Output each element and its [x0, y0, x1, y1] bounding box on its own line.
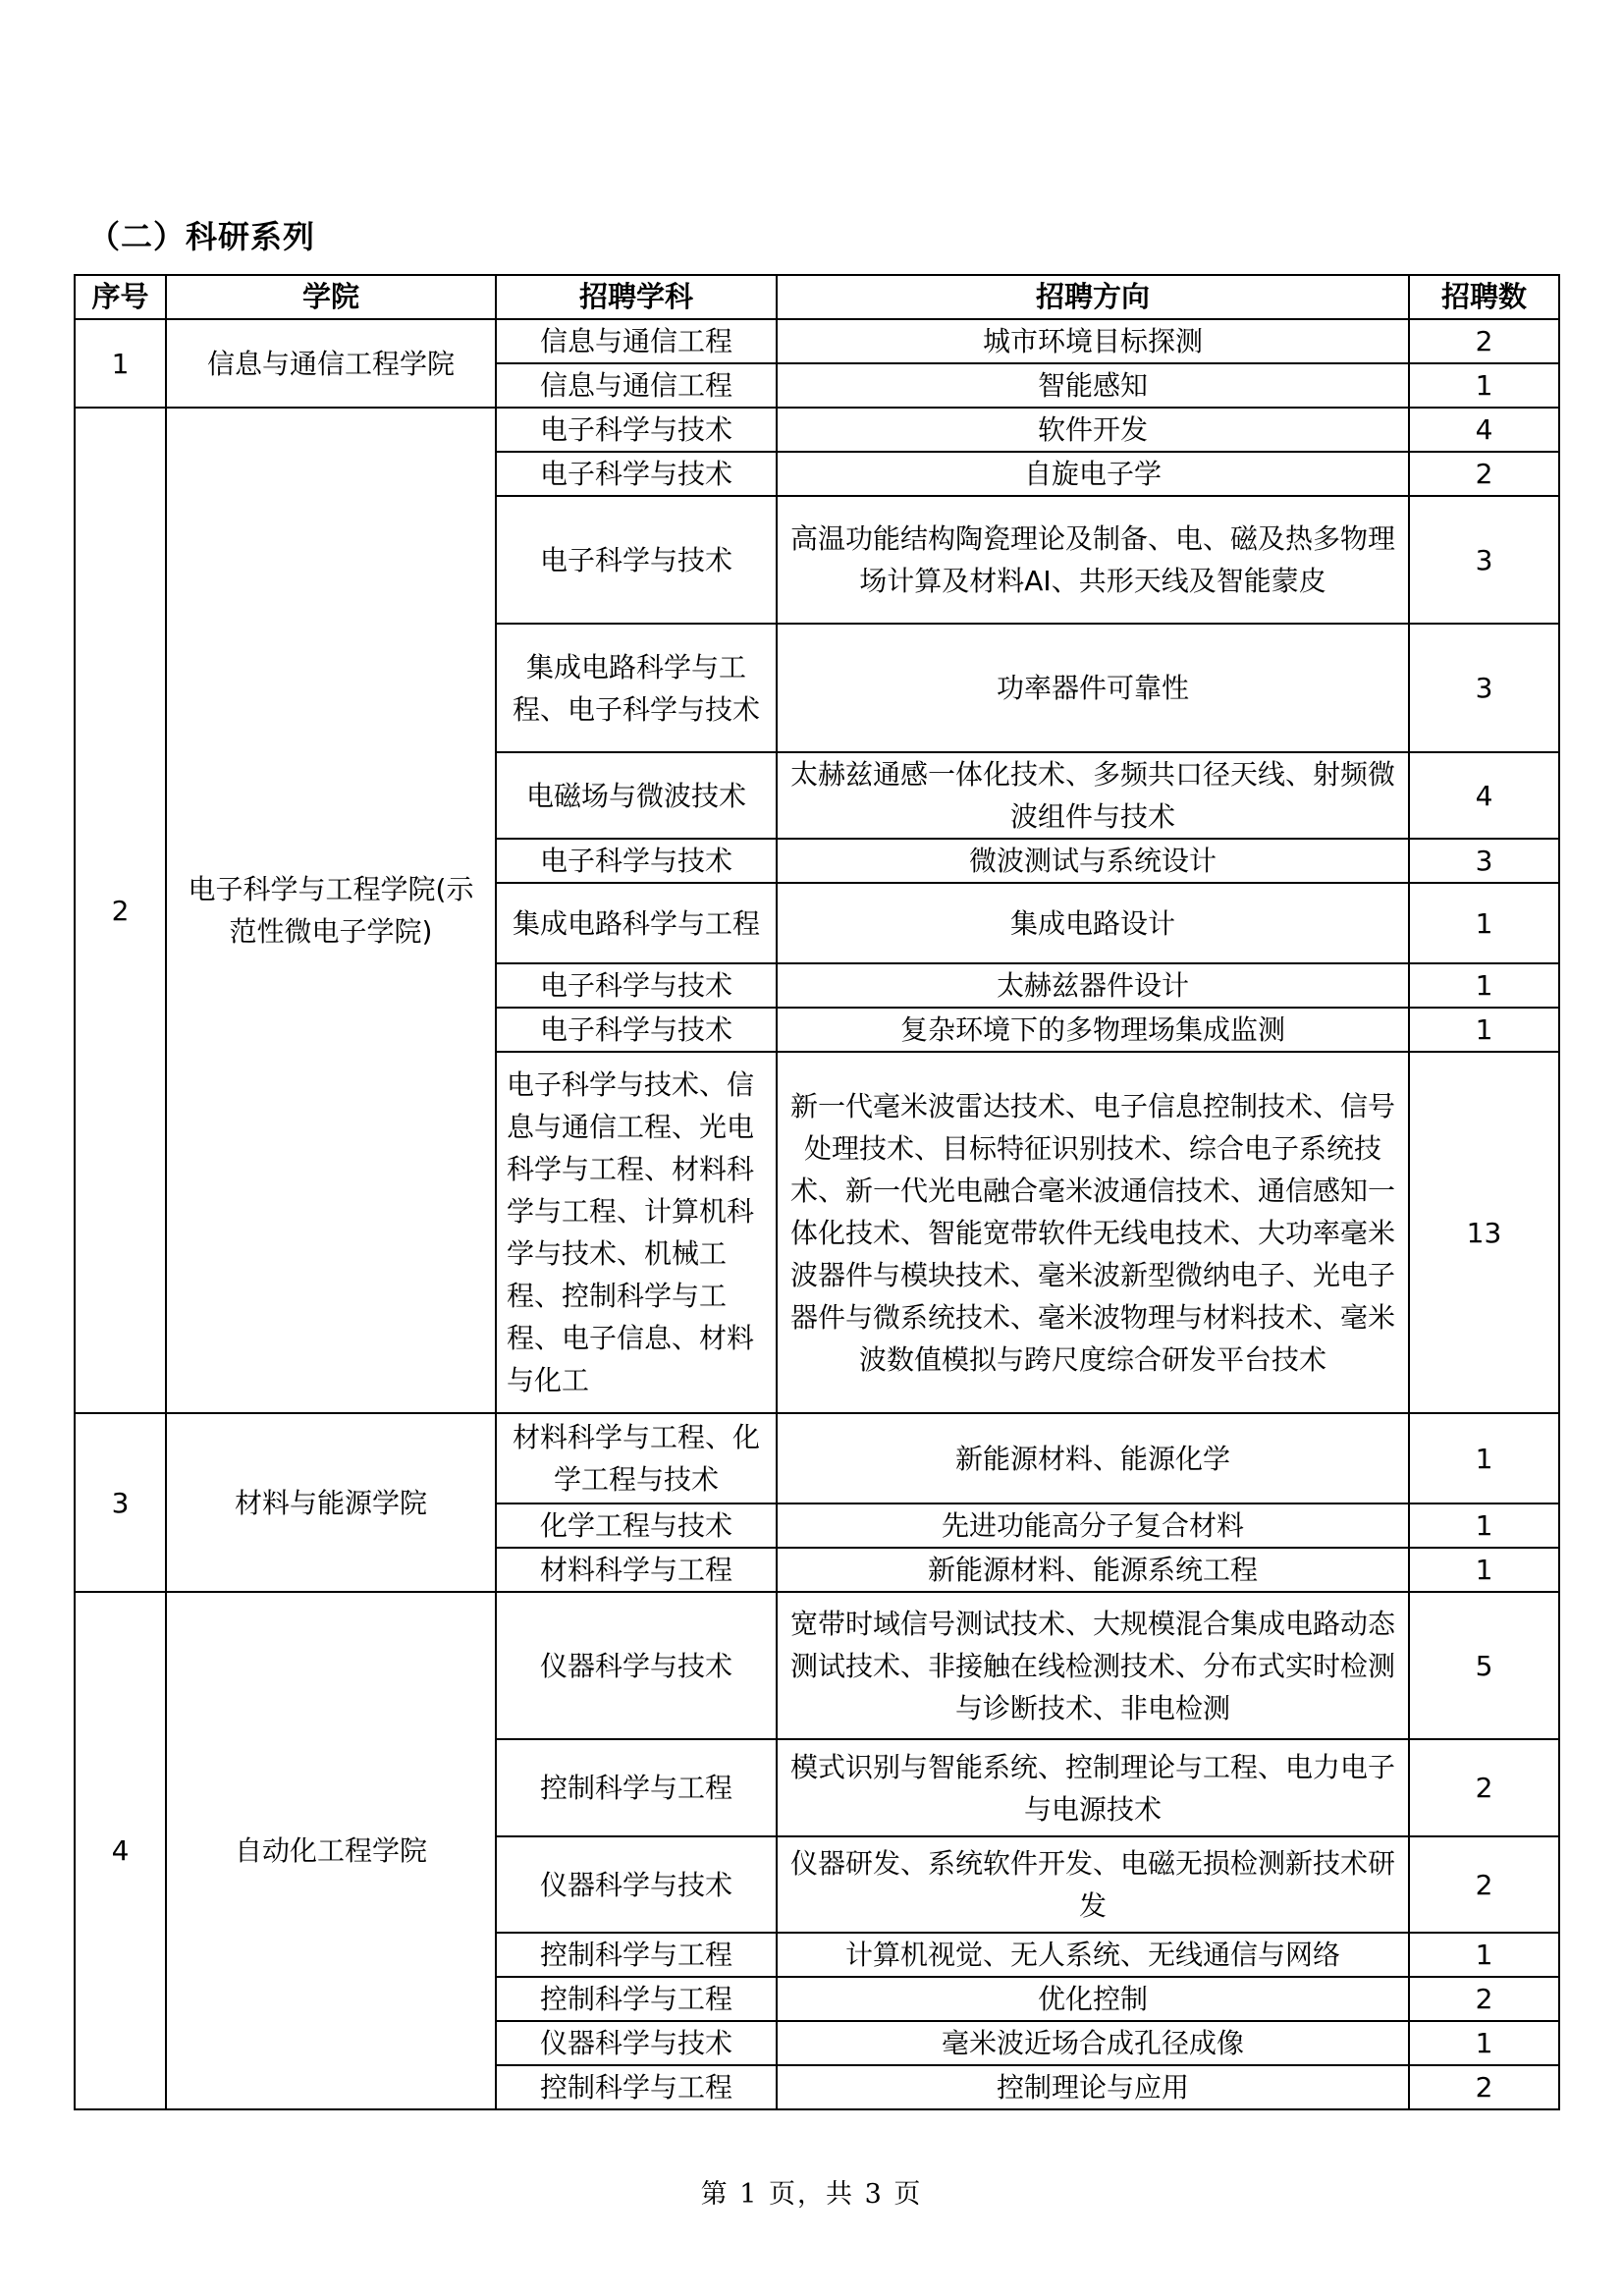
count-cell: 2 [1409, 1977, 1559, 2021]
row-number: 1 [75, 319, 166, 408]
subject-cell: 信息与通信工程 [496, 319, 777, 363]
count-cell: 4 [1409, 408, 1559, 452]
college-name: 材料与能源学院 [166, 1413, 496, 1592]
college-name: 电子科学与工程学院(示范性微电子学院) [166, 408, 496, 1413]
count-cell: 1 [1409, 1008, 1559, 1052]
count-cell: 1 [1409, 1548, 1559, 1592]
count-cell: 1 [1409, 1503, 1559, 1548]
count-cell: 3 [1409, 839, 1559, 883]
count-cell: 2 [1409, 452, 1559, 496]
count-cell: 1 [1409, 963, 1559, 1008]
subject-cell: 控制科学与工程 [496, 1739, 777, 1836]
table-row [75, 319, 1559, 363]
page-footer: 第 1 页，共 3 页 [700, 2179, 923, 2210]
count-cell: 2 [1409, 1836, 1559, 1933]
direction-cell: 太赫兹器件设计 [777, 963, 1409, 1008]
subject-cell: 电子科学与技术 [496, 1008, 777, 1052]
subject-cell: 仪器科学与技术 [496, 2021, 777, 2065]
college-name: 信息与通信工程学院 [166, 319, 496, 408]
section-title: （二）科研系列 [88, 218, 316, 255]
direction-cell: 仪器研发、系统软件开发、电磁无损检测新技术研发 [777, 1836, 1409, 1933]
subject-cell: 电子科学与技术 [496, 963, 777, 1008]
subject-cell: 电子科学与技术 [496, 496, 777, 624]
subject-cell: 电子科学与技术 [496, 839, 777, 883]
header-subject: 招聘学科 [496, 275, 777, 319]
direction-cell: 计算机视觉、无人系统、无线通信与网络 [777, 1933, 1409, 1977]
row-number: 3 [75, 1413, 166, 1592]
direction-cell: 智能感知 [777, 363, 1409, 408]
count-cell: 3 [1409, 496, 1559, 624]
count-cell: 2 [1409, 2065, 1559, 2109]
direction-cell: 自旋电子学 [777, 452, 1409, 496]
count-cell: 4 [1409, 752, 1559, 839]
row-number: 4 [75, 1592, 166, 2109]
direction-cell: 太赫兹通感一体化技术、多频共口径天线、射频微波组件与技术 [777, 752, 1409, 839]
subject-cell: 电子科学与技术 [496, 408, 777, 452]
count-cell: 1 [1409, 2021, 1559, 2065]
row-number: 2 [75, 408, 166, 1413]
direction-cell: 微波测试与系统设计 [777, 839, 1409, 883]
subject-cell: 仪器科学与技术 [496, 1592, 777, 1739]
header-direction: 招聘方向 [777, 275, 1409, 319]
subject-cell: 集成电路科学与工程、电子科学与技术 [496, 624, 777, 752]
subject-cell: 控制科学与工程 [496, 2065, 777, 2109]
direction-cell: 毫米波近场合成孔径成像 [777, 2021, 1409, 2065]
subject-cell: 集成电路科学与工程 [496, 883, 777, 963]
count-cell: 3 [1409, 624, 1559, 752]
direction-cell: 城市环境目标探测 [777, 319, 1409, 363]
table-row [75, 1413, 1559, 1503]
direction-cell: 新能源材料、能源化学 [777, 1413, 1409, 1503]
direction-cell: 模式识别与智能系统、控制理论与工程、电力电子与电源技术 [777, 1739, 1409, 1836]
subject-cell: 化学工程与技术 [496, 1503, 777, 1548]
direction-cell: 优化控制 [777, 1977, 1409, 2021]
direction-cell: 宽带时域信号测试技术、大规模混合集成电路动态测试技术、非接触在线检测技术、分布式实时检测与诊断技术、非电检测 [777, 1592, 1409, 1739]
direction-cell: 新能源材料、能源系统工程 [777, 1548, 1409, 1592]
subject-cell: 电子科学与技术 [496, 452, 777, 496]
subject-cell: 仪器科学与技术 [496, 1836, 777, 1933]
direction-cell: 复杂环境下的多物理场集成监测 [777, 1008, 1409, 1052]
count-cell: 2 [1409, 1739, 1559, 1836]
table-row [75, 1592, 1559, 1739]
subject-cell: 控制科学与工程 [496, 1977, 777, 2021]
table-row [75, 408, 1559, 452]
college-name: 自动化工程学院 [166, 1592, 496, 2109]
subject-cell: 材料科学与工程、化学工程与技术 [496, 1413, 777, 1503]
count-cell: 2 [1409, 319, 1559, 363]
count-cell: 1 [1409, 1413, 1559, 1503]
direction-cell: 软件开发 [777, 408, 1409, 452]
recruitment-table-container [74, 274, 1558, 2110]
subject-cell: 控制科学与工程 [496, 1933, 777, 1977]
direction-cell: 先进功能高分子复合材料 [777, 1503, 1409, 1548]
recruitment-table [74, 274, 1560, 2110]
subject-cell: 材料科学与工程 [496, 1548, 777, 1592]
count-cell: 13 [1409, 1052, 1559, 1413]
direction-cell: 功率器件可靠性 [777, 624, 1409, 752]
subject-cell: 电子科学与技术、信息与通信工程、光电科学与工程、材料科学与工程、计算机科学与技术、机械工程、控制科学与工程、电子信息、材料与化工 [496, 1052, 777, 1413]
count-cell: 1 [1409, 1933, 1559, 1977]
direction-cell: 集成电路设计 [777, 883, 1409, 963]
count-cell: 1 [1409, 363, 1559, 408]
header-no: 序号 [75, 275, 166, 319]
subject-cell: 电磁场与微波技术 [496, 752, 777, 839]
table-header-row [75, 275, 1559, 319]
header-college: 学院 [166, 275, 496, 319]
header-count: 招聘数 [1409, 275, 1559, 319]
direction-cell: 新一代毫米波雷达技术、电子信息控制技术、信号处理技术、目标特征识别技术、综合电子系统技术、新一代光电融合毫米波通信技术、通信感知一体化技术、智能宽带软件无线电技术、大功率毫米波器件与模块技术、毫米波新型微纳电子、光电子器件与微系统技术、毫米波物理与材料技术、毫米波数值模拟与跨尺度综合研发平台技术 [777, 1052, 1409, 1413]
count-cell: 1 [1409, 883, 1559, 963]
direction-cell: 高温功能结构陶瓷理论及制备、电、磁及热多物理场计算及材料AI、共形天线及智能蒙皮 [777, 496, 1409, 624]
count-cell: 5 [1409, 1592, 1559, 1739]
direction-cell: 控制理论与应用 [777, 2065, 1409, 2109]
subject-cell: 信息与通信工程 [496, 363, 777, 408]
